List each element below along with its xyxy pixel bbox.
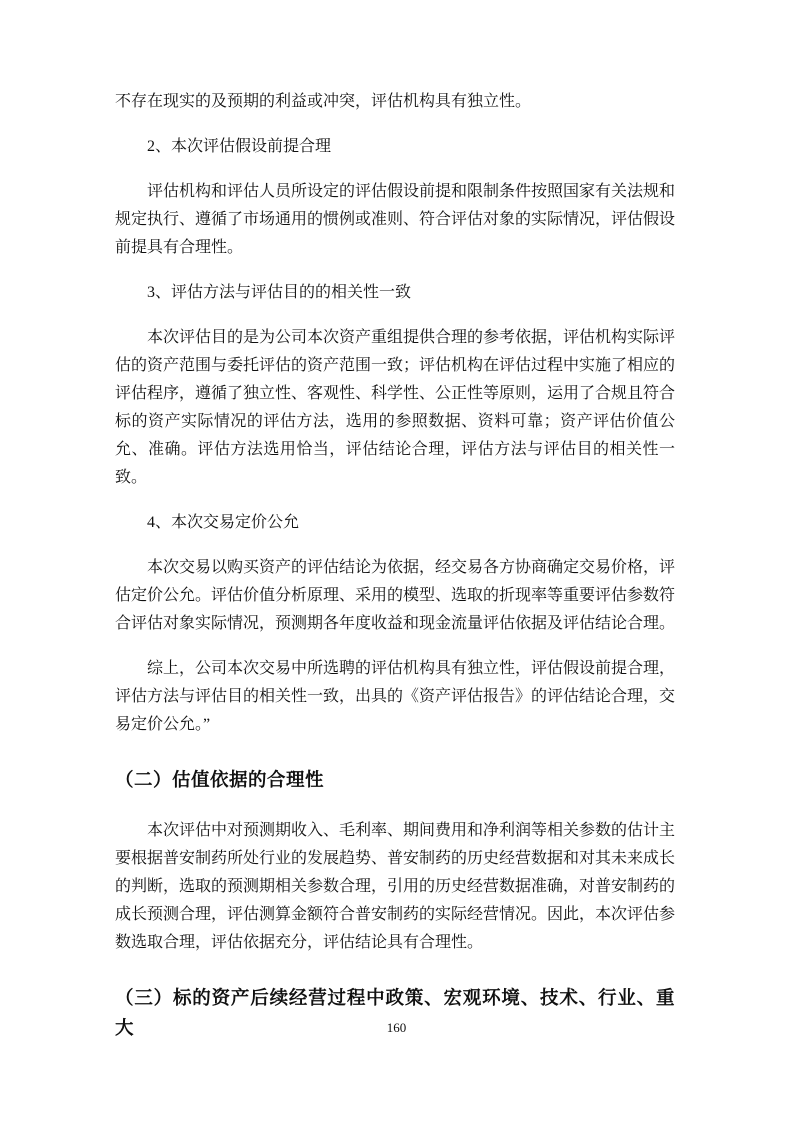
numbered-heading-3: 3、评估方法与评估目的的相关性一致 <box>147 284 412 301</box>
page-number: 160 <box>386 1020 407 1035</box>
section-heading-3: （三）标的资产后续经营过程中政策、宏观环境、技术、行业、重大 <box>115 987 675 1038</box>
body-paragraph: 本次评估目的是为公司本次资产重组提供合理的参考依据，评估机构实际评估的资产范围与委托评估的资产范围一致；评估机构在评估过程中实施了相应的评估程序，遵循了独立性、客观性、科学性、公正性等原则，运用了合规且符合标的资产实际情况的评估方法，选用的参照数据、资料可靠；资产评估价值公允、准确。评估方法选用恰当，评估结论合理，评估方法与评估目的相关性一致。 <box>115 329 676 486</box>
body-paragraph: 综上，公司本次交易中所选聘的评估机构具有独立性，评估假设前提合理，评估方法与评估目的相关性一致，出具的《资产评估报告》的评估结论合理，交易定价公允。” <box>115 660 676 733</box>
body-paragraph: 本次评估中对预测期收入、毛利率、期间费用和净利润等相关参数的估计主要根据普安制药所处行业的发展趋势、普安制药的历史经营数据和对其未来成长的判断，选取的预测期相关参数合理，引用的历史经营数据准确，对普安制药的成长预测合理，评估测算金额符合普安制药的实际经营情况。因此，本次评估参数选取合理，评估依据充分，评估结论具有合理性。 <box>115 822 676 951</box>
numbered-heading-2: 2、本次评估假设前提合理 <box>147 138 332 155</box>
document-content <box>115 88 675 1043</box>
body-paragraph-continuation: 不存在现实的及预期的利益或冲突，评估机构具有独立性。 <box>115 93 532 110</box>
body-paragraph: 本次交易以购买资产的评估结论为依据，经交易各方协商确定交易价格，评估定价公允。评估价值分析原理、采用的模型、选取的折现率等重要评估参数符合评估对象实际情况，预测期各年度收益和现金流量评估依据及评估结论合理。 <box>115 559 676 632</box>
body-paragraph: 评估机构和评估人员所设定的评估假设前提和限制条件按照国家有关法规和规定执行、遵循了市场通用的惯例或准则、符合评估对象的实际情况，评估假设前提具有合理性。 <box>115 183 676 256</box>
section-heading-2: （二）估值依据的合理性 <box>115 769 325 790</box>
numbered-heading-4: 4、本次交易定价公允 <box>147 514 300 531</box>
